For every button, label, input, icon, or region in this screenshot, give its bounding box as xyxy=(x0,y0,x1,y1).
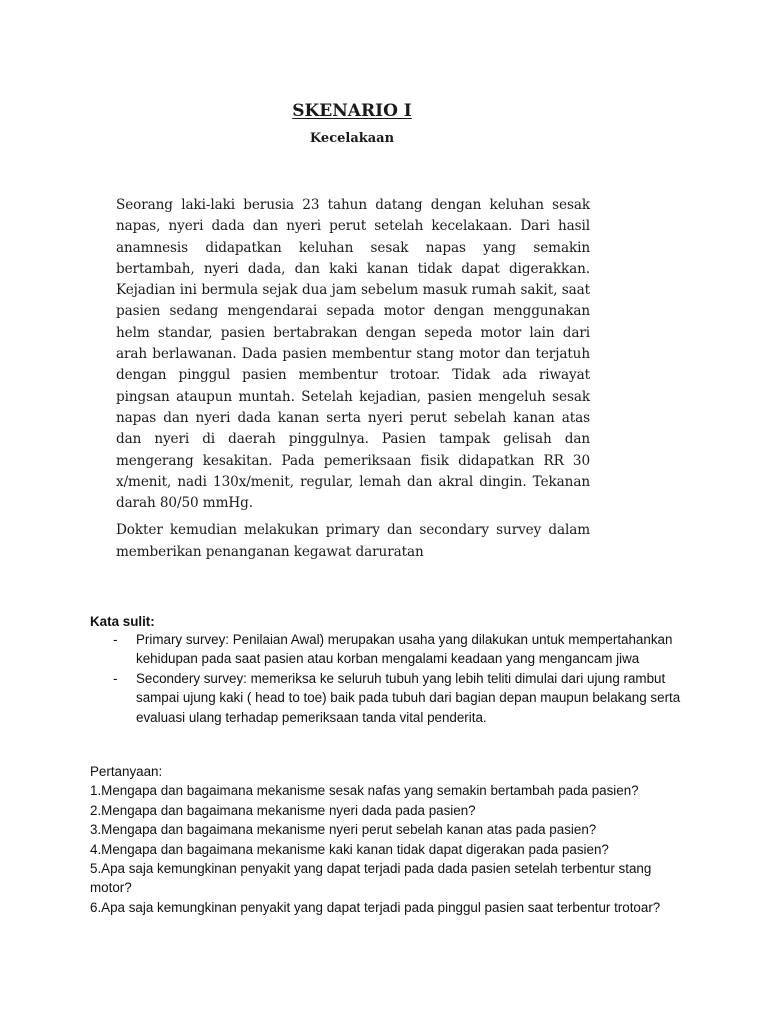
scenario-text xyxy=(116,195,590,563)
kata-sulit-item: Primary survey: Penilaian Awal) merupakan usaha yang dilakukan untuk mempertahankan kehidupan pada saat pasien atau korban mengalami keadaan yang mengancam jiwa xyxy=(136,632,673,667)
question-item: 4.Mengapa dan bagaimana mekanisme kaki kanan tidak dapat digerakan pada pasien? xyxy=(90,841,609,857)
document-subtitle: Kecelakaan xyxy=(309,131,395,146)
bullet-dash: - xyxy=(113,670,118,686)
question-item: 6.Apa saja kemungkinan penyakit yang dapat terjadi pada pinggul pasien saat terbentur trotoar? xyxy=(90,899,661,915)
pertanyaan-section xyxy=(90,762,680,917)
kata-sulit-heading: Kata sulit: xyxy=(90,614,155,629)
kata-sulit-list xyxy=(90,630,690,727)
pertanyaan-heading: Pertanyaan: xyxy=(90,764,163,779)
bullet-dash: - xyxy=(113,632,118,647)
scenario-paragraph: Seorang laki-laki berusia 23 tahun datang dengan keluhan sesak napas, nyeri dada dan nyeri perut setelah kecelakaan. Dari hasil anamnesis didapatkan keluhan sesak napas yang semakin bertambah, nyeri dada, dan kaki kanan tidak dapat digerakkan. Kejadian ini bermula sejak dua jam sebelum masuk rumah sakit, saat pasien sedang mengendarai sepada motor dengan menggunakan helm standar, pasien bertabrakan dengan sepeda motor lain dari arah berlawanan. Dada pasien membentur stang motor dan terjatuh dengan pinggul pasien membentur trotoar. Tidak ada riwayat pingsan ataupun muntah. Setelah kejadian, pasien mengeluh sesak napas dan nyeri dada kanan serta nyeri perut sebelah kanan atas dan nyeri di daerah pinggulnya. Pasien tampak gelisah dan mengerang kesakitan. Pada pemeriksaan fisik didapatkan RR 30 x/menit, nadi 130x/menit, regular, lemah dan akral dingin. Tekanan darah 80/50 mmHg. xyxy=(116,197,590,512)
question-item: 3.Mengapa dan bagaimana mekanisme nyeri perut sebelah kanan atas pada pasien? xyxy=(90,822,597,838)
scenario-paragraph: Dokter kemudian melakukan primary dan secondary survey dalam memberikan penanganan kegawat daruratan xyxy=(116,522,590,560)
question-item: 5.Apa saja kemungkinan penyakit yang dapat terjadi pada dada pasien setelah terbentur stang motor? xyxy=(90,861,652,896)
kata-sulit-item: Secondery survey: memeriksa ke seluruh tubuh yang lebih teliti dimulai dari ujung rambut sampai ujung kaki ( head to toe) baik pada tubuh dari bagian depan maupun belakang serta evaluasi ulang terhadap pemeriksaan tanda vital penderita. xyxy=(136,670,681,725)
question-item: 1.Mengapa dan bagaimana mekanisme sesak nafas yang semakin bertambah pada pasien? xyxy=(90,783,639,799)
document-title: SKENARIO I xyxy=(292,101,412,121)
list-item xyxy=(90,630,690,669)
question-item: 2.Mengapa dan bagaimana mekanisme nyeri dada pada pasien? xyxy=(90,802,476,818)
list-item xyxy=(90,669,690,727)
